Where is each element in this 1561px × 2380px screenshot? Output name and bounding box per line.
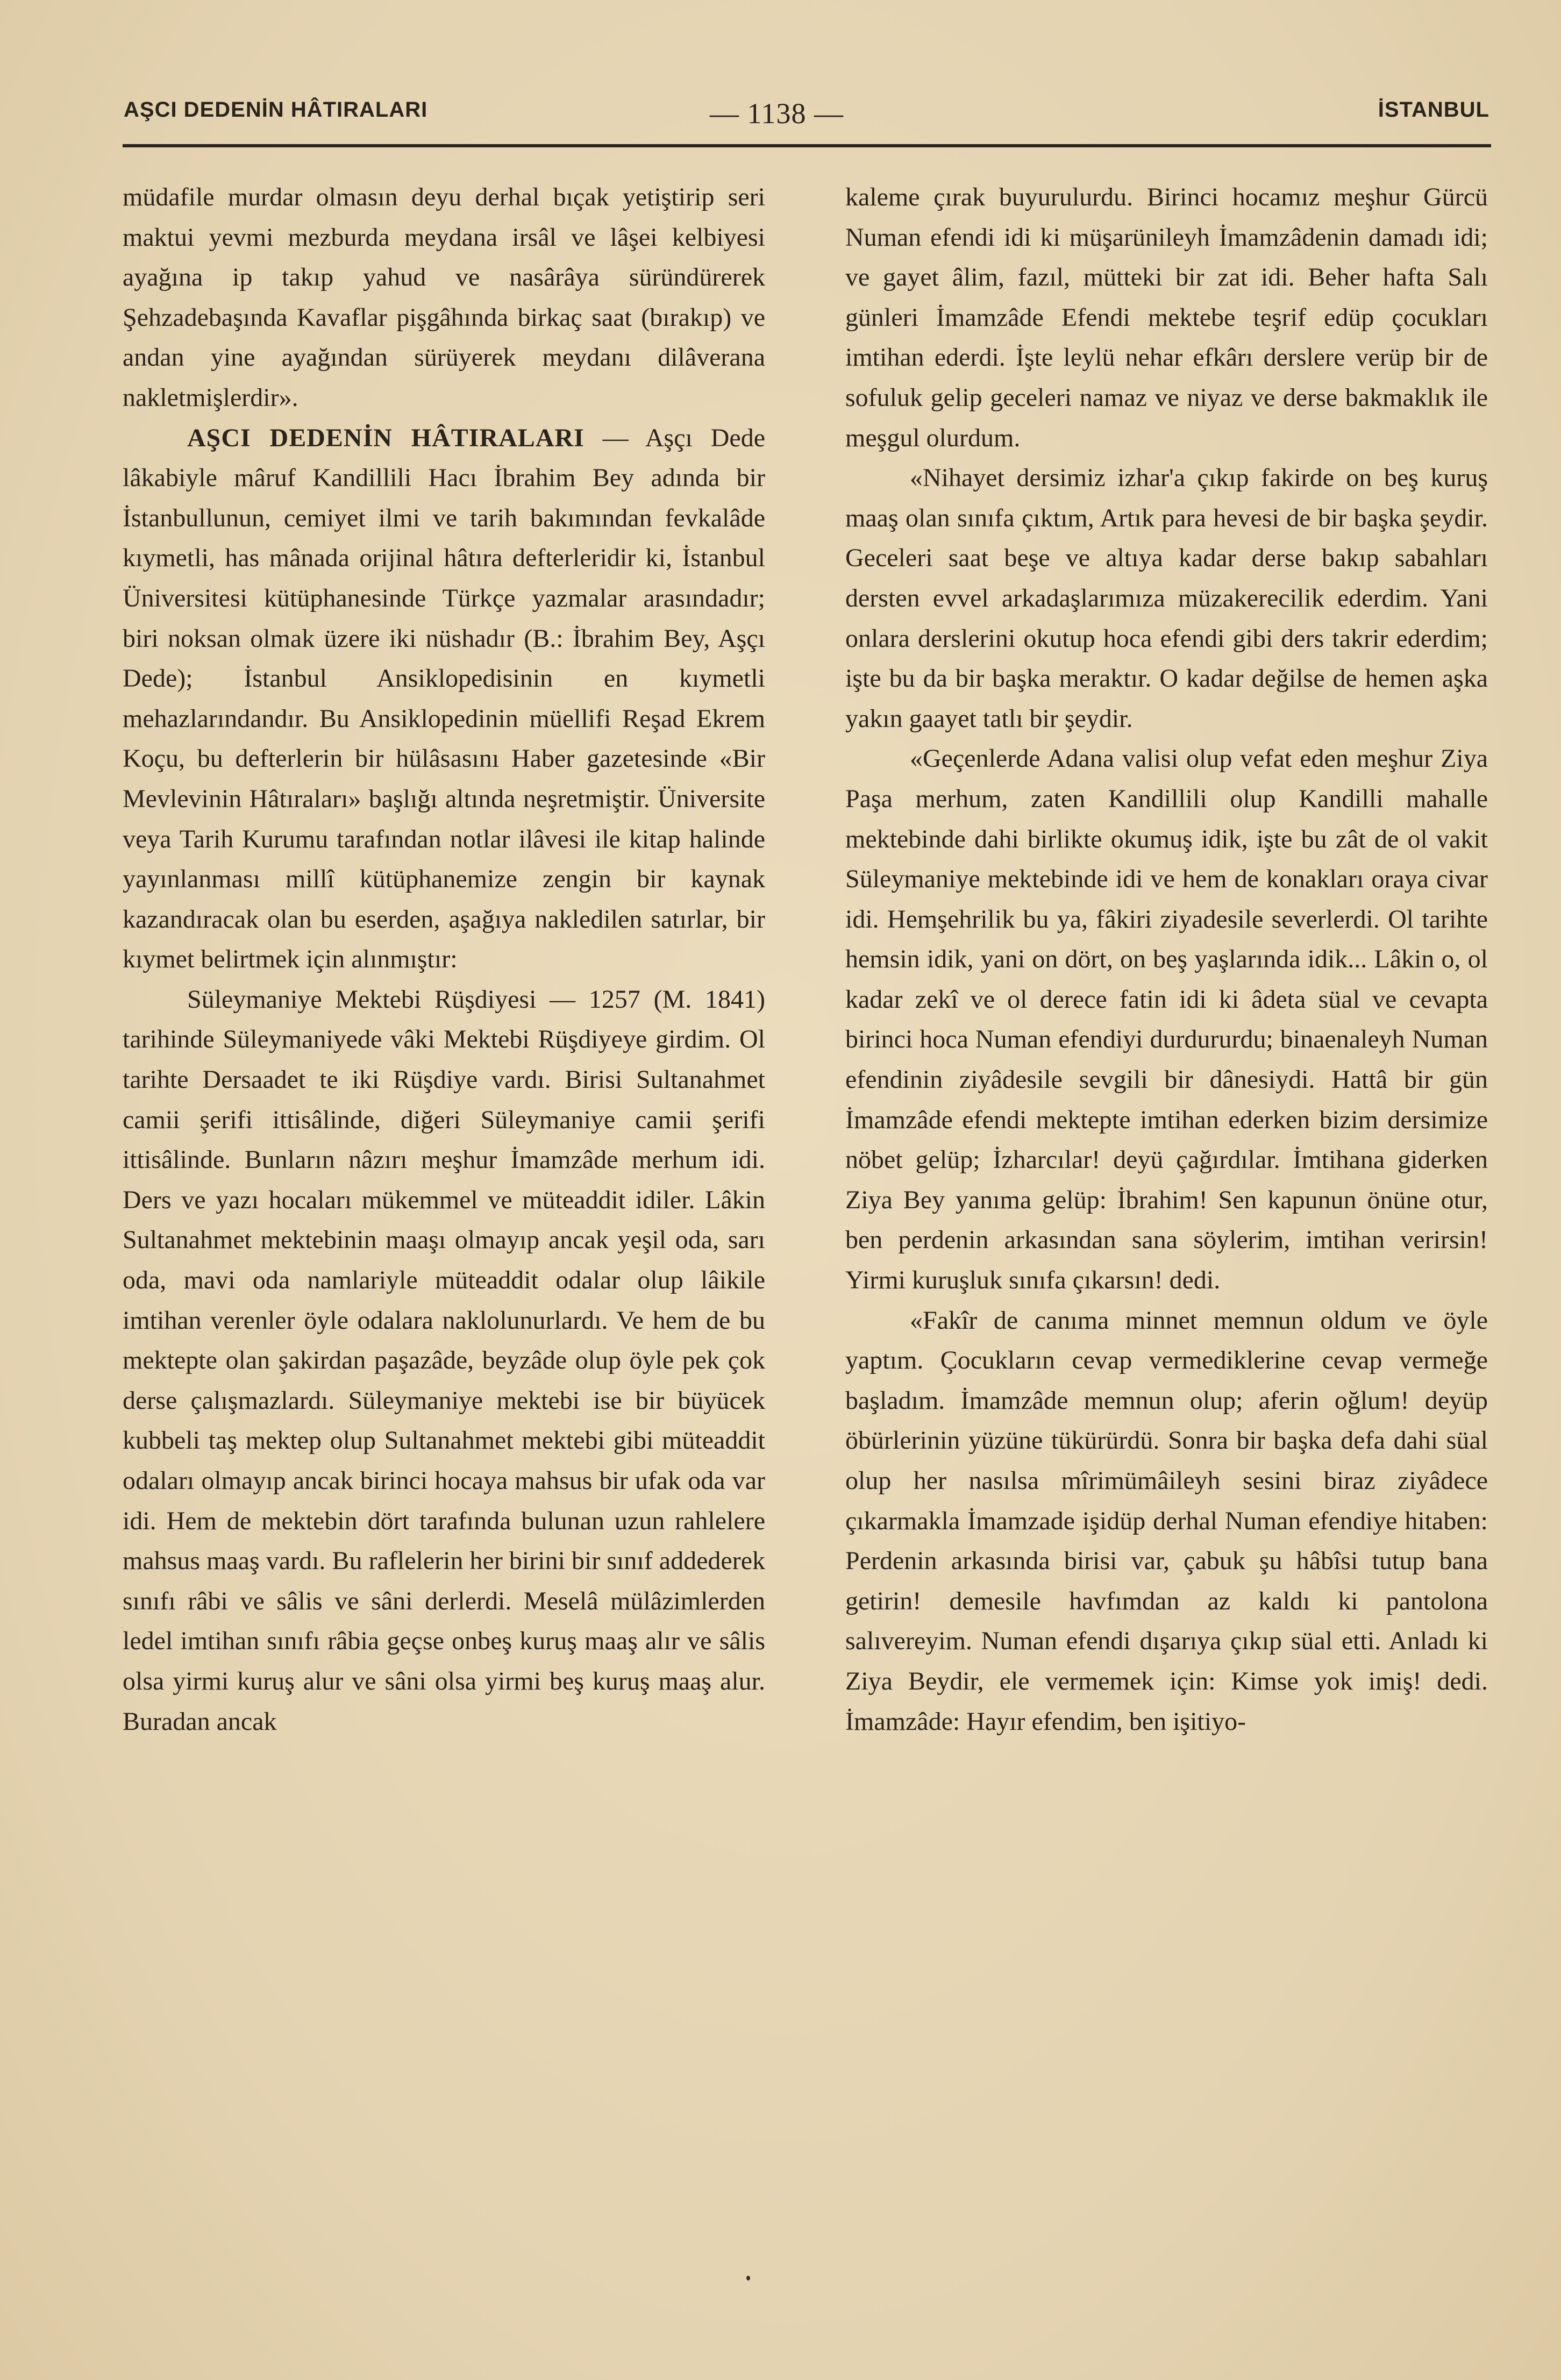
paragraph: «Geçenlerde Adana valisi olup vefat eden meşhur Ziya Paşa merhum, zaten Kandillili olup Kandilli mahalle mektebinde dahi birlikte okumuş idik, işte bu zât de ol vakit Süleymaniye mektebinde idi ve hem de konakları oraya civar idi. Hemşehrilik bu ya, fâkiri ziyadesile severlerdi. Ol tarihte hemsin idik, yani on dört, on beş yaşlarında idik... Lâkin o, ol kadar zekî ve ol derece fatin idi ki âdeta süal ve cevapta birinci hoca Numan efendiyi durdururdu; binaenaleyh Numan efendinin ziyâdesile sevgili bir dânesiydi. Hattâ bir gün İmamzâde efendi mektepte imtihan ederken bizim dersimize nöbet gelüp; İzharcılar! deyü çağırdılar. İmtihana giderken Ziya Bey yanıma gelüp: İbrahim! Sen kapunun önüne otur, ben perdenin arkasından sana söylerim, imtihan verirsin! Yirmi kuruşluk sınıfa çıkarsın! dedi. [845, 744, 1488, 1295]
paragraph: «Fakîr de canıma minnet memnun oldum ve öyle yaptım. Çocukların cevap vermediklerine cevap vermeğe başladım. İmamzâde memnun olup; aferin oğlum! deyüp öbürlerinin yüzüne tükürürdü. Sonra bir başka defa dahi süal olup her nasılsa mîrimümâileyh sesini biraz ziyâdece çıkarmakla İmamzade işidüp derhal Numan efendiye hitaben: Perdenin arkasında birisi var, çabuk şu hâbîsi tutup bana getirin! demesile havfımdan az kaldı ki pantolona salıvereyim. Numan efendi dışarıya çıkıp süal etti. Anladı ki Ziya Beydir, ele vermemek için: Kimse yok imiş! dedi. İmamzâde: Hayır efendim, ben işitiyo- [845, 1306, 1488, 1736]
running-title: AŞCI DEDENİN HÂTIRALARI [124, 98, 428, 122]
header-rule [123, 144, 1491, 147]
paragraph: kaleme çırak buyurulurdu. Birinci hocamız meşhur Gürcü Numan efendi idi ki müşarünileyh İmamzâdenin damadı idi; ve gayet âlim, fazıl, mütteki bir zat idi. Beher hafta Salı günleri İmamzâde Efendi mektebe teşrif edüp çocukları imtihan ederdi. İşte leylü nehar efkârı derslere verüp bir de sofuluk gelip geceleri namaz ve niyaz ve derse bakmaklık ile meşgul olurdum. [845, 183, 1488, 452]
left-column [123, 177, 765, 1742]
article-heading: AŞCI DEDENİN HÂTIRALARI [187, 423, 585, 452]
page-number: — 1138 — [710, 97, 844, 130]
paragraph: müdafile murdar olmasın deyu derhal bıçak yetiştirip seri maktui yevmi mezburda meydana irsâl ve lâşei kelbiyesi ayağına ip takıp yahud ve nasârâya süründürerek Şehzadebaşında Kavaflar pişgâhında birkaç saat (bırakıp) ve andan yine ayağından sürüyerek meydanı dilâverana nakletmişlerdir». [123, 183, 765, 412]
right-column [845, 177, 1488, 1742]
running-header [124, 98, 1489, 136]
paragraph: «Nihayet dersimiz izhar'a çıkıp fakirde on beş kuruş maaş olan sınıfa çıktım, Artık para hevesi de bir başka şeydir. Geceleri saat beşe ve altıya kadar derse bakıp sabahları dersten evvel arkadaşlarımıza müzakerecilik ederdim. Yani onlara derslerini okutup hoca efendi gibi ders takrir ederdim; işte bu da bir başka meraktır. O kadar değilse de hemen aşka yakın gaayet tatlı bir şeydir. [845, 464, 1488, 733]
paragraph: — Aşçı Dede lâkabiyle mâruf Kandillili Hacı İbrahim Bey adında bir İstanbullunun, cemiyet ilmi ve tarih bakımından fevkalâde kıymetli, has mânada orijinal hâtıra defterleridir ki, İstanbul Üniversitesi kütüphanesinde Türkçe yazmalar arasındadır; biri noksan olmak üzere iki nüshadır (B.: İbrahim Bey, Aşçı Dede); İstanbul Ansiklopedisinin en kıymetli mehazlarındandır. Bu Ansiklopedinin müellifi Reşad Ekrem Koçu, bu defterlerin bir hülâsasını Haber gazetesinde «Bir Mevlevinin Hâtıraları» başlığı altında neşretmiştir. Üniversite veya Tarih Kurumu tarafından notlar ilâvesi ile kitap halinde yayınlanması millî kütüphanemize zengin bir kaynak kazandıracak olan bu eserden, aşağıya nakledilen satırlar, bir kıymet belirtmek için alınmıştır: [123, 423, 765, 974]
paragraph: Süleymaniye Mektebi Rüşdiyesi — 1257 (M. 1841) tarihinde Süleymaniyede vâki Mektebi Rüşdiyeye girdim. Ol tarihte Dersaadet te iki Rüşdiye vardı. Birisi Sultanahmet camii şerifi ittisâlinde, diğeri Süleymaniye camii şerifi ittisâlinde. Bunların nâzırı meşhur İmamzâde merhum idi. Ders ve yazı hocaları mükemmel ve müteaddit idiler. Lâkin Sultanahmet mektebinin maaşı olmayıp ancak yeşil oda, sarı oda, mavi oda namlariyle müteaddit odalar olup lâikile imtihan verenler öyle odalara naklolunurlardı. Ve hem de bu mektepte olan şakirdan paşazâde, beyzâde olup öyle pek çok derse çalışmazlardı. Süleymaniye mektebi ise bir büyücek kubbeli taş mektep olup Sultanahmet mektebi gibi müteaddit odaları olmayıp ancak birinci hocaya mahsus bir ufak oda var idi. Hem de mektebin dört tarafında bulunan uzun rahlelere mahsus maaş vardı. Bu raflelerin her birini bir sınıf addederek sınıfı râbi ve sâlis ve sâni derlerdi. Meselâ mülâzimlerden ledel imtihan sınıfı râbia geçse onbeş kuruş maaş alır ve sâlis olsa yirmi kuruş alur ve sâni olsa yirmi beş kuruş maaş alur. Buradan ancak [123, 985, 765, 1736]
running-section: İSTANBUL [1378, 98, 1489, 122]
article-intro [123, 418, 765, 980]
print-speck [746, 2276, 750, 2281]
